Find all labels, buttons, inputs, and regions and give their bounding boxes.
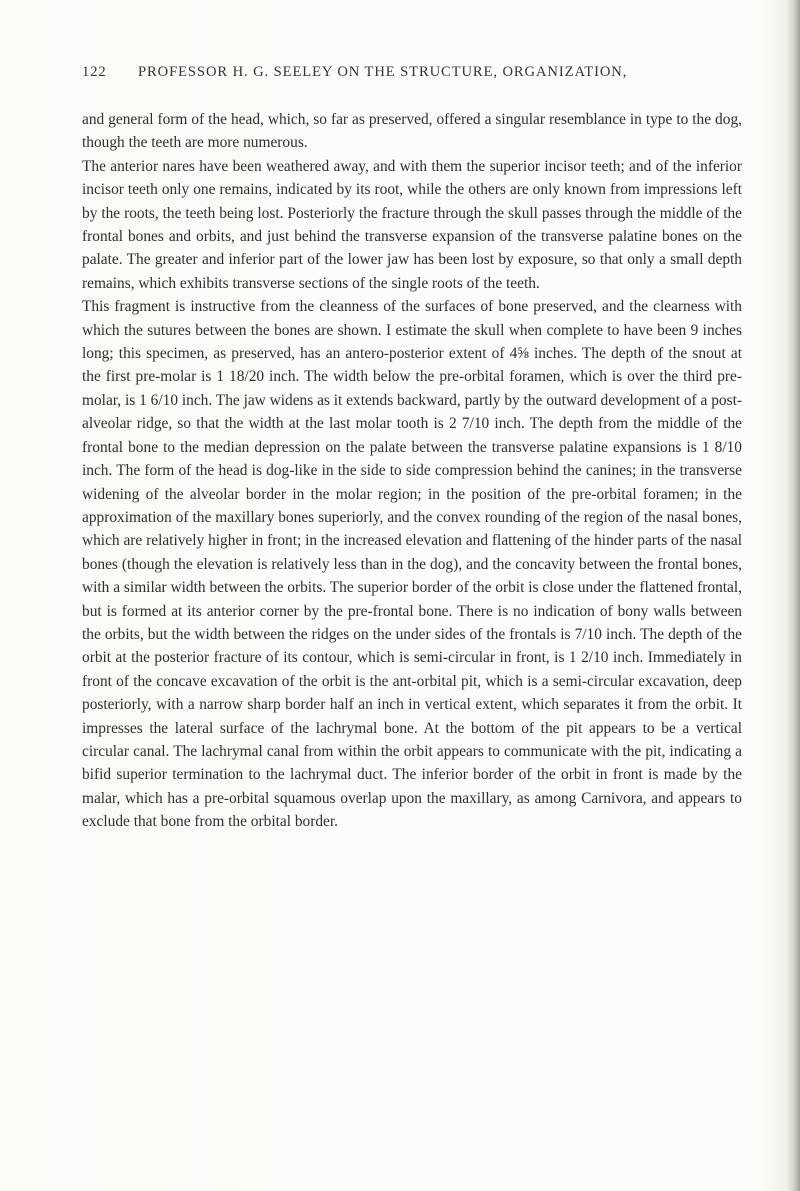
paragraph-2: The anterior nares have been weathered away, and with them the superior incisor teeth; and of the inferior incisor teeth only one remains, indicated by its root, while the others are only known from impressions left by the roots, the teeth being lost. Posteriorly the fracture through the skull passes through the middle of the frontal bones and orbits, and just behind the transverse expansion of the transverse palatine bones on the palate. The greater and inferior part of the lower jaw has been lost by exposure, so that only a small depth remains, which exhibits transverse sections of the single roots of the teeth. bbox=[82, 157, 742, 292]
page-edge-shadow bbox=[786, 0, 800, 1191]
running-title: PROFESSOR H. G. SEELEY ON THE STRUCTURE, ORGANIZATION, bbox=[138, 64, 628, 80]
body-text bbox=[82, 108, 742, 834]
paragraph-1: and general form of the head, which, so far as preserved, offered a singular resemblance in type to the dog, though the teeth are more numerous. bbox=[82, 111, 742, 152]
page-number: 122 bbox=[82, 64, 107, 80]
paragraph-3: This fragment is instructive from the cleanness of the surfaces of bone preserved, and the clearness with which the sutures between the bones are shown. I estimate the skull when complete to have been 9 inches long; this specimen, as preserved, has an antero-posterior extent of 4⅝ inches. The depth of the snout at the first pre-molar is 1 18/20 inch. The width below the pre-orbital foramen, which is over the third pre-molar, is 1 6/10 inch. The jaw widens as it extends backward, partly by the outward development of a post-alveolar ridge, so that the width at the last molar tooth is 2 7/10 inch. The depth from the middle of the frontal bone to the median depression on the palate between the transverse palatine expansions is 1 8/10 inch. The form of the head is dog-like in the side to side compression behind the canines; in the transverse widening of the alveolar border in the molar region; in the position of the pre-orbital foramen; in the approximation of the maxillary bones superiorly, and the convex rounding of the region of the nasal bones, which are relatively higher in front; in the increased elevation and flattening of the hinder parts of the nasal bones (though the elevation is relatively less than in the dog), and the concavity between the frontal bones, with a similar width between the orbits. The superior border of the orbit is close under the flattened frontal, but is formed at its anterior corner by the pre-frontal bone. There is no indication of bony walls between the orbits, but the width between the ridges on the under sides of the frontals is 7/10 inch. The depth of the orbit at the posterior fracture of its contour, which is semi-circular in front, is 1 2/10 inch. Immediately in front of the concave excavation of the orbit is the ant-orbital pit, which is a semi-circular excavation, deep posteriorly, with a narrow sharp border half an inch in vertical extent, which separates it from the orbit. It impresses the lateral surface of the lachrymal bone. At the bottom of the pit appears to be a vertical circular canal. The lachrymal canal from within the orbit appears to communicate with the pit, indicating a bifid superior termination to the lachrymal duct. The inferior border of the orbit in front is made by the malar, which has a pre-orbital squamous overlap upon the maxillary, as among Carnivora, and appears to exclude that bone from the orbital border. bbox=[82, 298, 742, 831]
running-header bbox=[82, 64, 742, 86]
